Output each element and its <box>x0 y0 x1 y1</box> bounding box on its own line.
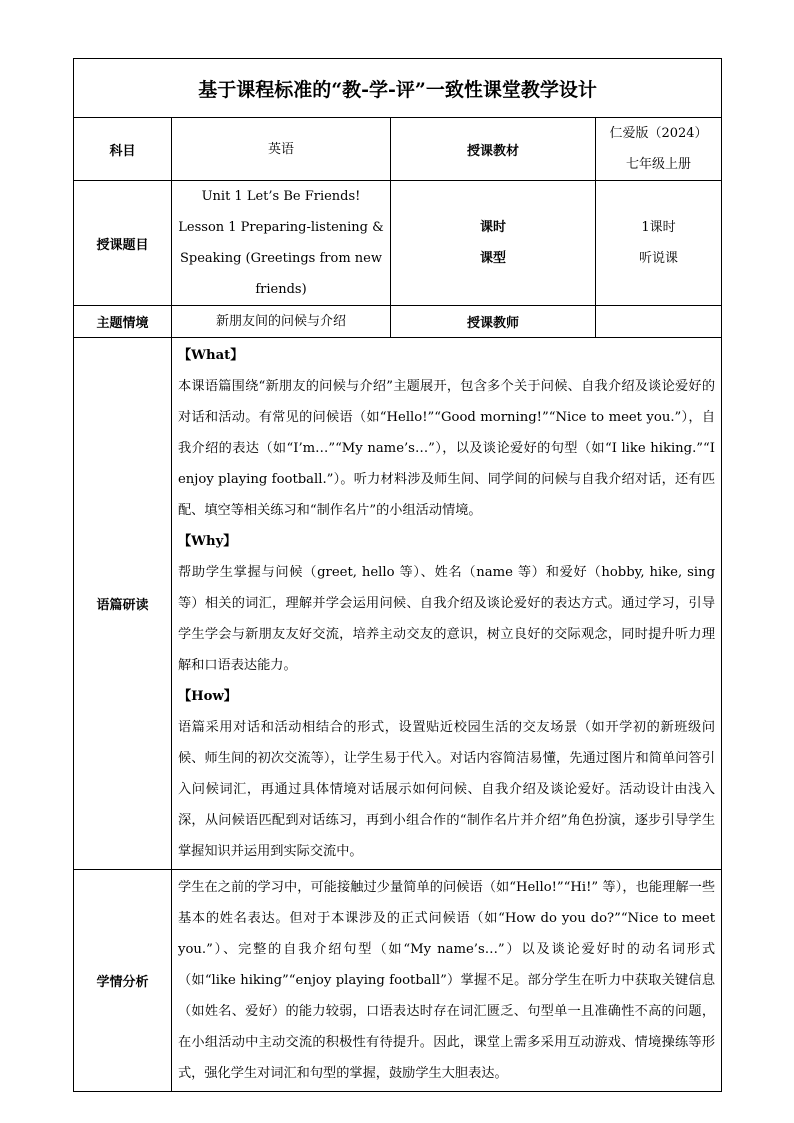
type-value: 听说课 <box>639 251 679 266</box>
theme-value: 新朋友间的问候与介绍 <box>172 306 391 338</box>
topic-line: Unit 1 Let’s Be Friends! <box>201 189 361 204</box>
what-text: 本课语篇围绕“新朋友的问候与介绍”主题展开，包含多个关于问候、自我介绍及谈论爱好的对话和活动。有常见的问候语（如“Hello!”“Good morning!”“Nice to meet you.”），自我介绍的表达（如“I’m…”“My name’s…”），以及谈论爱好的句型（如“I like hiking.”“I enjoy playing football.”）。听力材料涉及师生间、同学间的问候与自我介绍对话，还有匹配、填空等相关练习和“制作名片”的小组活动情境。 <box>178 379 716 518</box>
period-value: 1课时 <box>641 220 676 235</box>
topic-value <box>172 181 391 306</box>
learner-analysis-text: 学生在之前的学习中，可能接触过少量简单的问候语（如“Hello!”“Hi!” 等），也能理解一些基本的姓名表达。但对于本课涉及的正式问候语（如“How do you do?”“Nice to meet you.”）、完整的自我介绍句型（如“My name’s…”）以及谈论爱好时的动名词形式（如“like hiking”“enjoy playing football”）掌握不足。部分学生在听力中获取关键信息（如姓名、爱好）的能力较弱，口语表达时存在词汇匮乏、句型单一且准确性不高的问题，在小组活动中主动交流的积极性有待提升。因此，课堂上需多采用互动游戏、情境操练等形式，强化学生对词汇和句型的掌握，鼓励学生大胆表达。 <box>178 880 716 1081</box>
textbook-grade: 七年级上册 <box>626 157 692 172</box>
learner-analysis-content <box>172 870 722 1092</box>
subject-label: 科目 <box>74 118 172 181</box>
period-type-labels <box>391 181 596 306</box>
subject-value: 英语 <box>172 118 391 181</box>
how-heading: 【How】 <box>178 689 237 704</box>
textbook-edition: 仁爱版（2024） <box>609 126 708 141</box>
type-label: 课型 <box>479 251 506 266</box>
topic-line: Speaking (Greetings from new <box>180 251 382 266</box>
textbook-value <box>596 118 722 181</box>
teacher-value <box>596 306 722 338</box>
what-heading: 【What】 <box>178 348 244 363</box>
topic-line: friends) <box>255 282 307 297</box>
lesson-design-table <box>73 58 722 1092</box>
topic-line: Lesson 1 Preparing-listening & <box>178 220 384 235</box>
document-title: 基于课程标准的“教-学-评”一致性课堂教学设计 <box>74 59 722 118</box>
how-text: 语篇采用对话和活动相结合的形式，设置贴近校园生活的交友场景（如开学初的新班级问候、师生间的初次交流等），让学生易于代入。对话内容简洁易懂，先通过图片和简单问答引入问候词汇，再通过具体情境对话展示如何问候、自我介绍及谈论爱好。活动设计由浅入深，从问候语匹配到对话练习，再到小组合作的“制作名片并介绍”角色扮演，逐步引导学生掌握知识并运用到实际交流中。 <box>178 720 716 859</box>
period-label: 课时 <box>479 220 506 235</box>
period-type-values <box>596 181 722 306</box>
teacher-label: 授课教师 <box>391 306 596 338</box>
why-text: 帮助学生掌握与问候（greet, hello 等）、姓名（name 等）和爱好（hobby, hike, sing 等）相关的词汇，理解并学会运用问候、自我介绍及谈论爱好的表达方式。通过学习，引导学生学会与新朋友友好交流，培养主动交友的意识，树立良好的交际观念，同时提升听力理解和口语表达能力。 <box>178 565 716 673</box>
learner-analysis-label: 学情分析 <box>74 870 172 1092</box>
textbook-label: 授课教材 <box>391 118 596 181</box>
why-heading: 【Why】 <box>178 534 237 549</box>
topic-label: 授课题目 <box>74 181 172 306</box>
text-study-label: 语篇研读 <box>74 338 172 870</box>
theme-label: 主题情境 <box>74 306 172 338</box>
text-study-content <box>172 338 722 870</box>
